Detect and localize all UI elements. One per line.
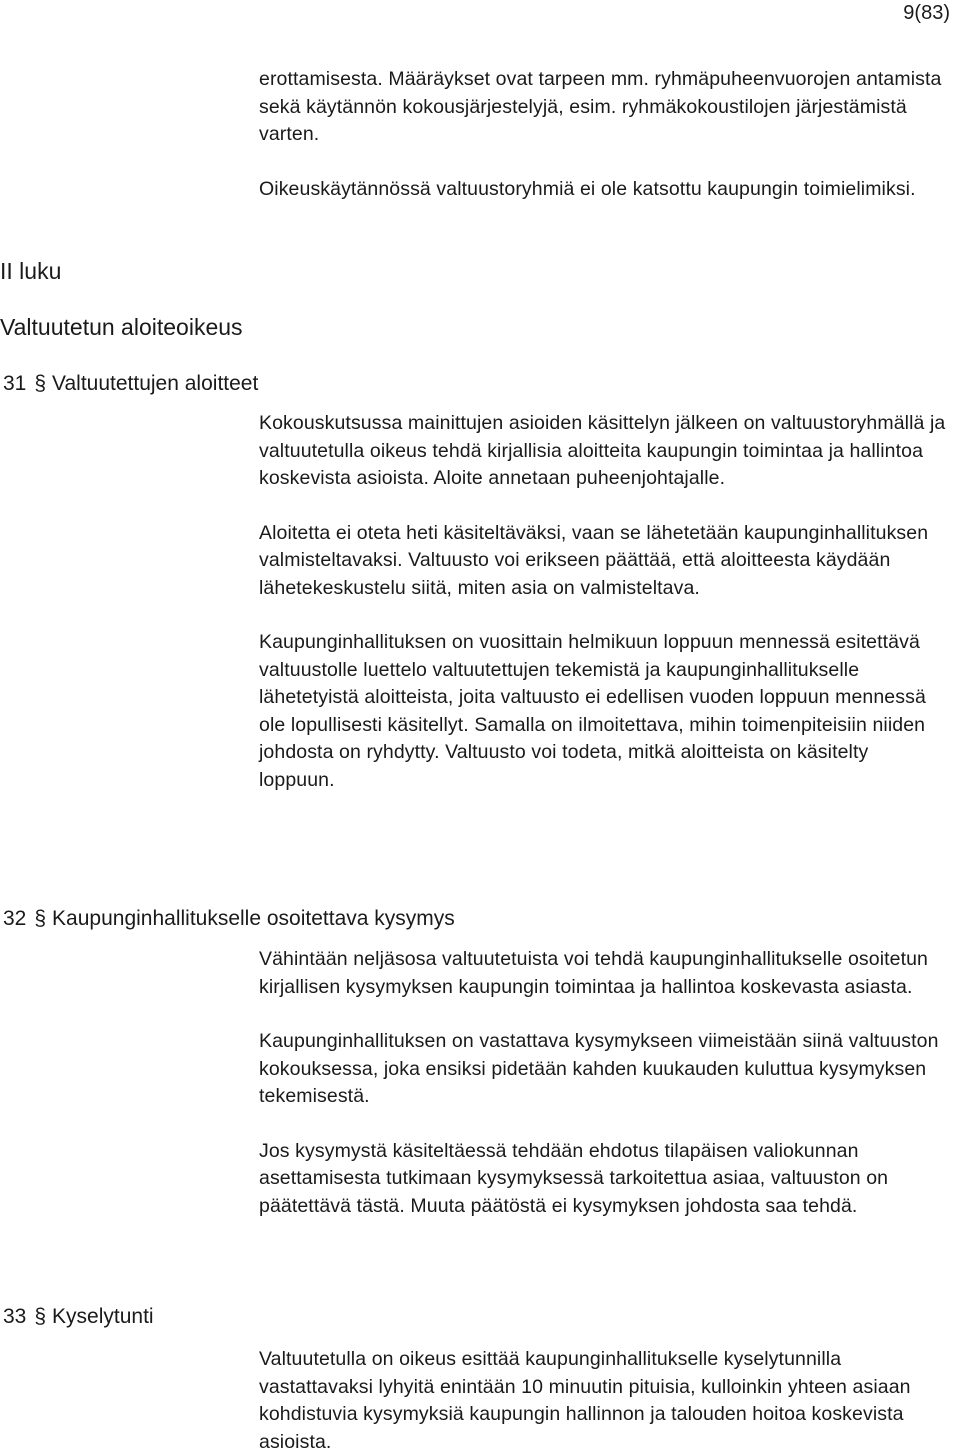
section-heading xyxy=(3,372,258,396)
section-title: Kaupunginhallitukselle osoitettava kysymys xyxy=(52,907,455,930)
section-title: Kyselytunti xyxy=(52,1305,154,1328)
section-number: 31 xyxy=(3,372,27,395)
section-sign-icon: § xyxy=(34,1305,47,1328)
page-number: 9(83) xyxy=(903,2,950,24)
section-heading xyxy=(3,907,455,931)
section-body xyxy=(259,1346,949,1456)
paragraph: Aloitetta ei oteta heti käsiteltäväksi, vaan se lähetetään kaupunginhallituksen valmisteltavaksi. Valtuusto voi erikseen päättää, että aloitteesta käydään lähetekeskustelu siitä, miten asia on valmisteltava. xyxy=(259,521,929,599)
paragraph: Valtuutetulla on oikeus esittää kaupunginhallitukselle kyselytunnilla vastattavaksi lyhyitä enintään 10 minuutin pituisia, kulloinkin yhteen asiaan kohdistuvia kysymyksiä kaupungin hallinnon ja talouden hoitoa koskevista asioista. xyxy=(259,1348,911,1453)
intro-text xyxy=(259,66,949,203)
section-number: 33 xyxy=(3,1305,27,1328)
chapter-number: II luku xyxy=(0,258,62,284)
paragraph: Vähintään neljäsosa valtuutetuista voi tehdä kaupunginhallitukselle osoitetun kirjallisen kysymyksen kaupungin toimintaa ja hallintoa koskevasta asiasta. xyxy=(259,948,928,998)
paragraph: Kaupunginhallituksen on vastattava kysymykseen viimeistään siinä valtuuston kokouksessa, joka ensiksi pidetään kahden kuukauden kuluttua kysymyksen tekemisestä. xyxy=(259,1030,939,1107)
paragraph: Kaupunginhallituksen on vuosittain helmikuun loppuun mennessä esitettävä valtuustolle luettelo valtuutettujen tekemistä ja kaupunginhallitukselle lähetetyistä aloitteista, joita valtuusto ei edellisen vuoden loppuun mennessä ole lopullisesti käsitellyt. Samalla on ilmoitettava, mihin toimenpiteisiin niiden johdosta on ryhdytty. Valtuusto voi todeta, mitkä aloitteista on käsitelty loppuun. xyxy=(259,631,926,791)
section-sign-icon: § xyxy=(34,907,47,930)
section-body xyxy=(259,946,949,1220)
paragraph: erottamisesta. Määräykset ovat tarpeen mm. ryhmäpuheenvuorojen antamista sekä käytännön kokousjärjestelyjä, esim. ryhmäkokoustilojen järjestämistä varten. xyxy=(259,68,942,145)
section-heading xyxy=(3,1305,154,1329)
paragraph: Jos kysymystä käsiteltäessä tehdään ehdotus tilapäisen valiokunnan asettamisesta tutkimaan kysymyksessä tarkoitettua asiaa, valtuuston on päätettävä tästä. Muuta päätöstä ei kysymyksen johdosta saa tehdä. xyxy=(259,1139,889,1217)
section-title: Valtuutettujen aloitteet xyxy=(52,372,259,395)
chapter-title: Valtuutetun aloiteoikeus xyxy=(0,314,243,340)
section-sign-icon: § xyxy=(34,372,47,395)
paragraph: Kokouskutsussa mainittujen asioiden käsittelyn jälkeen on valtuustoryhmällä ja valtuutetulla oikeus tehdä kirjallisia aloitteita kaupungin toimintaa ja hallintoa koskevista asioista. Aloite annetaan puheenjohtajalle. xyxy=(259,412,946,489)
section-number: 32 xyxy=(3,907,27,930)
paragraph: Oikeuskäytännössä valtuustoryhmiä ei ole katsottu kaupungin toimielimiksi. xyxy=(259,177,916,200)
section-body xyxy=(259,410,949,794)
